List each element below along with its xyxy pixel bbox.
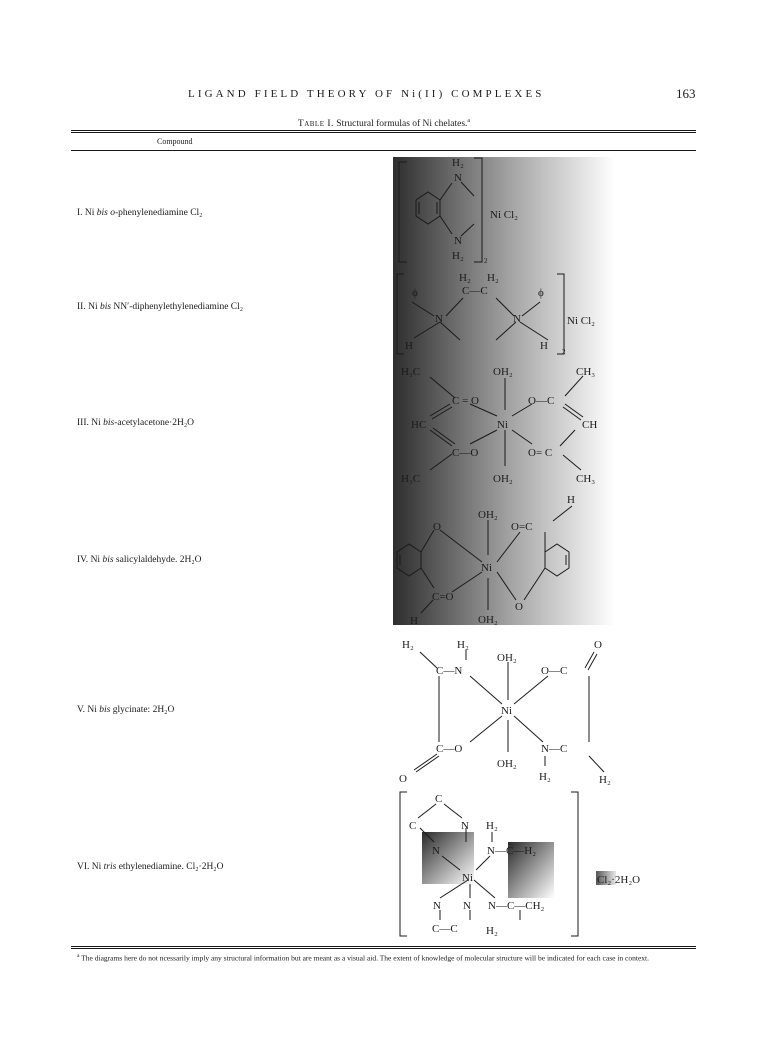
s5-h2-bottom-right: H₂ bbox=[599, 774, 611, 786]
s1-subscript: 2 bbox=[484, 257, 488, 265]
s1-salt: Ni Cl₂ bbox=[490, 209, 518, 221]
s3-ch3-top: CH₃ bbox=[576, 366, 596, 378]
s2-subscript: 2 bbox=[562, 348, 566, 356]
s6-c-top: C bbox=[435, 793, 443, 805]
s3-oh2-top: OH₂ bbox=[493, 366, 513, 378]
s5-h2-top-mid: H₂ bbox=[457, 639, 469, 651]
footnote-mark: a bbox=[77, 953, 80, 959]
s2-h-left: H bbox=[405, 340, 413, 352]
s3-hc-left: HC bbox=[411, 419, 427, 431]
row-label-1: I. Ni bis o-phenylenediamine Cl₂ bbox=[77, 208, 203, 218]
s3-h3c-bottom: H₃C bbox=[401, 473, 421, 485]
s5-h2-bottom-mid: H₂ bbox=[539, 771, 551, 783]
s2-c-bridge: C—C bbox=[462, 285, 488, 297]
s3-o-c-right: O—C bbox=[528, 395, 555, 407]
column-header-compound: Compound bbox=[157, 137, 193, 146]
s4-h-left: H bbox=[410, 615, 418, 627]
s2-n-right: N bbox=[513, 313, 521, 325]
table-bottom-rule bbox=[71, 946, 696, 947]
s4-o-right: O bbox=[515, 601, 523, 613]
s4-oh2-bottom: OH₂ bbox=[478, 614, 498, 626]
s3-o-c-right-bottom: O= C bbox=[528, 447, 553, 459]
row-label-3: III. Ni bis-acetylacetone·2H₂O bbox=[77, 418, 195, 428]
row-label-4: IV. Ni bis salicylaldehyde. 2H₂O bbox=[77, 555, 202, 565]
s5-o-top-right: O bbox=[594, 639, 602, 651]
s2-phi-left: ϕ bbox=[412, 287, 418, 299]
s3-ch-right: CH bbox=[582, 419, 598, 431]
s6-c-c: C—C bbox=[432, 923, 458, 935]
s3-c-o-left-bottom: C—O bbox=[452, 447, 479, 459]
s1-n-top: N bbox=[454, 172, 462, 184]
s4-c-o: C=O bbox=[432, 591, 454, 603]
s2-h2-left: H₂ bbox=[459, 272, 471, 284]
s5-n-c: N—C bbox=[541, 743, 568, 755]
s6-n-left: N bbox=[432, 845, 440, 857]
s2-salt: Ni Cl₂ bbox=[567, 315, 595, 327]
s1-nh2-top: H₂ bbox=[452, 157, 464, 169]
s2-h2-right: H₂ bbox=[487, 272, 499, 284]
table-bottom-rule-double bbox=[71, 948, 696, 949]
table-caption-mark: a bbox=[467, 118, 471, 124]
s6-h2-top: H₂ bbox=[486, 820, 498, 832]
row-label-5: V. Ni bis glycinate: 2H₂O bbox=[77, 705, 175, 715]
s5-ni: Ni bbox=[501, 705, 512, 717]
s6-c-left: C bbox=[409, 820, 417, 832]
table-caption-text: Structural formulas of Ni chelates. bbox=[336, 119, 468, 130]
s6-n-top: N bbox=[461, 820, 469, 832]
s6-salt: Cl₂·2H₂O bbox=[597, 874, 641, 886]
s4-o-left: O bbox=[433, 521, 441, 533]
s4-h-top: H bbox=[567, 494, 575, 506]
s2-phi-right: ϕ bbox=[538, 287, 544, 299]
table-footnote bbox=[77, 952, 699, 963]
row-label-6: VI. Ni tris ethylenediamine. Cl₂·2H₂O bbox=[77, 862, 224, 872]
s6-n-c-ch2: N—C—CH₂ bbox=[488, 900, 545, 912]
s4-oh2-top: OH₂ bbox=[478, 509, 498, 521]
s3-oh2-bottom: OH₂ bbox=[493, 473, 513, 485]
page-number: 163 bbox=[676, 86, 696, 101]
s5-c-o: C—O bbox=[436, 743, 463, 755]
running-title: LIGAND FIELD THEORY OF Ni(II) COMPLEXES bbox=[188, 88, 545, 100]
s5-o-bottom-left: O bbox=[399, 773, 407, 785]
s5-oh2-bottom: OH₂ bbox=[497, 758, 517, 770]
s3-h3c-top: H₃C bbox=[401, 366, 421, 378]
row-label-2: II. Ni bis NN′-diphenylethylenediamine Cl₂ bbox=[77, 302, 244, 312]
s5-o-c: O—C bbox=[541, 665, 568, 677]
s3-ni: Ni bbox=[497, 419, 508, 431]
table-caption-prefix: Table I. bbox=[297, 119, 334, 130]
s5-c-n: C—N bbox=[436, 665, 463, 677]
s2-h-right: H bbox=[540, 340, 548, 352]
s4-o-c-right: O=C bbox=[511, 521, 533, 533]
s5-h2-top-left: H₂ bbox=[402, 639, 414, 651]
s6-h2-bottom: H₂ bbox=[486, 925, 498, 937]
s3-ch3-bottom: CH₃ bbox=[576, 473, 596, 485]
s1-n-bottom: N bbox=[454, 235, 462, 247]
s6-n-c-h2: N—C—H₂ bbox=[487, 845, 537, 857]
s3-c-o-left: C = O bbox=[452, 395, 479, 407]
s6-n-bottom-left-1: N bbox=[433, 900, 441, 912]
s4-ni: Ni bbox=[481, 562, 492, 574]
s5-oh2-top: OH₂ bbox=[497, 652, 517, 664]
s1-nh2-bottom: H₂ bbox=[452, 250, 464, 262]
footnote-text: The diagrams here do not ncessarily imply any structural information but are meant as a visual aid. The extent of knowledge of molecular structure will be indicated for each case in context. bbox=[81, 953, 649, 963]
s6-ni: Ni bbox=[462, 872, 473, 884]
s6-n-bottom-left-2: N bbox=[463, 900, 471, 912]
s2-n-left: N bbox=[435, 313, 443, 325]
scan-shading bbox=[393, 157, 615, 625]
